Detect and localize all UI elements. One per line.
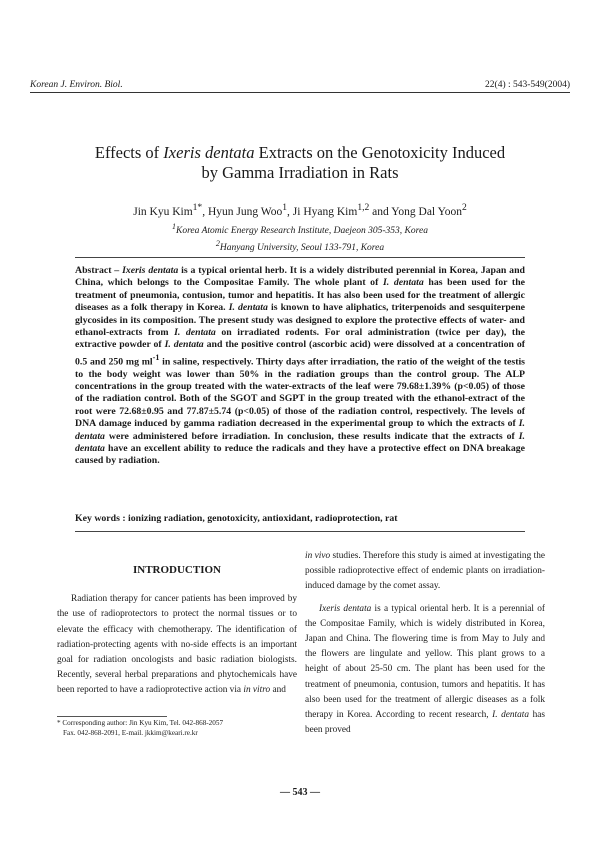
author-sup: 1,2 xyxy=(357,202,370,213)
species-name: I. dentata xyxy=(174,327,216,339)
author-name: Yong Dal Yoon xyxy=(391,205,462,218)
body-text: is a typical oriental herb. It is a perennial of the Compositae Family, which is widely distributed in Korea, Japan and China. The flowering time is from May to July and the flowers are lingulate and yellow. This plant grows to a height of about 25-50 cm. The plant has been used for the treatment of pneumonia, contusion, tumors and hepatitis. It has also been used for the treatment of allergic diseases as a folk therapy in Korea. According to recent research, xyxy=(305,603,545,721)
abstract-text: is known to have aliphatics, triterpenoids and sesquiterpene glycosides in its composition. The present study was designed to explore the protective effects of water- and ethanol-extracts from xyxy=(75,302,526,339)
species-name: I. dentata xyxy=(75,430,525,454)
abstract xyxy=(75,265,525,468)
author-name: Ji Hyang Kim xyxy=(292,205,358,218)
body-paragraph xyxy=(57,592,297,698)
journal-name: Korean J. Environ. Biol. xyxy=(30,80,123,90)
body-text: studies. Therefore this study is aimed at investigating the possible radioprotective effect of endemic plants on irradiation-induced damage by the comet assay. xyxy=(305,551,545,592)
footnote-line: Fax. 042-868-2091, E-mail. jkkim@keari.re.kr xyxy=(63,729,198,737)
species-name: I. dentata xyxy=(382,277,424,289)
author-name: Jin Kyu Kim xyxy=(133,205,193,218)
body-text: and xyxy=(270,685,286,696)
author-sup: 1* xyxy=(192,202,203,213)
body-text: Radiation therapy for cancer patients has been improved by the use of radioprotectors to protect the normal tissues or to elevate the efficacy with chemotherapy. The identification of radiation-protecting agents with no-side effects is an important goal for radiation oncologists and basic radiation biologists. Recently, several herbal preparations and phytochemicals have been reported to have a radioprotective action via xyxy=(57,594,297,696)
affiliation-2: Hanyang University, Seoul 133-791, Korea xyxy=(219,242,385,253)
body-column-right xyxy=(305,549,545,738)
affiliation-1: Korea Atomic Energy Research Institute, Daejeon 305-353, Korea xyxy=(175,226,428,237)
body-emphasis: in vitro xyxy=(243,685,271,696)
paper-title xyxy=(40,143,560,183)
footnote-rule xyxy=(57,716,167,717)
abstract-text: on irradiated rodents. For oral administration (twice per day), the extractive powder of xyxy=(75,327,525,351)
title-line1-post: Extracts on the Genotoxicity Induced xyxy=(254,143,506,162)
species-name: I. dentata xyxy=(492,710,530,721)
affiliations xyxy=(40,221,560,254)
page-number: — 543 — xyxy=(280,787,320,798)
abstract-text: have an excellent ability to reduce the radicals and they have a protective effect on DNA breakage caused by radiation. xyxy=(75,442,525,467)
affiliation-sup: 1 xyxy=(172,222,176,231)
volume-pages: 22(4) : 543-549(2004) xyxy=(485,80,570,90)
abstract-text: were administered before irradiation. In conclusion, these results indicate that the extracts of xyxy=(104,430,519,442)
body-paragraph xyxy=(305,549,545,595)
abstract-text: has been used for the treatment of pneumonia, contusion, tumor and hepatitis. It has also been used for the treatment of allergic diseases as a folk therapy in Korea. xyxy=(75,277,525,314)
author-sup: 2 xyxy=(461,202,467,213)
author-list: Jin Kyu Kim$^{1*}$, Hyun Jung Woo$^1$, Ji Hyang Kim$^{1,2}$ and Yong Dal Yoon$^2$ xyxy=(133,202,467,218)
abstract-label: Abstract – xyxy=(75,265,123,276)
title-species: Ixeris dentata xyxy=(163,143,255,162)
abstract-top-rule xyxy=(75,257,525,258)
corresponding-author-footnote xyxy=(57,718,297,738)
body-emphasis: in vivo xyxy=(305,551,331,561)
abstract-bottom-rule xyxy=(75,531,525,532)
title-line1-pre: Effects of xyxy=(94,143,164,162)
species-name: Ixeris dentata xyxy=(319,603,372,614)
section-heading-introduction: INTRODUCTION xyxy=(132,564,221,576)
species-name: I. dentata xyxy=(75,418,525,442)
species-name: I. dentata xyxy=(228,302,268,314)
abstract-text: is a typical oriental herb. It is a widely distributed perennial in Korea, Japan and China, which belongs to the Compositae Family. The whole plant of xyxy=(75,265,525,289)
body-text: has been proved xyxy=(305,710,546,736)
unit-superscript: -1 xyxy=(152,352,160,362)
affiliation-sup: 2 xyxy=(215,238,220,248)
title-line2: by Gamma Irradiation in Rats xyxy=(201,163,399,182)
species-name: I. dentata xyxy=(164,339,204,351)
author-sup: 1 xyxy=(282,202,288,213)
keywords: Key words : ionizing radiation, genotoxicity, antioxidant, radioprotection, rat xyxy=(75,513,398,524)
body-paragraph xyxy=(305,602,545,739)
abstract-text: and the positive control (ascorbic acid) were dissolved at a concentration of 0.5 and 250 mg ml xyxy=(75,339,525,368)
species-name: Ixeris dentata xyxy=(122,265,179,276)
footnote-line: * Corresponding author: Jin Kyu Kim, Tel. 042-868-2057 xyxy=(57,719,224,727)
abstract-text: in saline, respectively. Thirty days after irradiation, the ratio of the weight of the testis to the body weight was lower than 50% in the radiation groups than the control group. The ALP concentrations in the group treated with the water-extracts of the leaf were 79.68±1.39% (p<0.05) of those of the radiation control. Both of the SGOT and SGPT in the group treated with the ethanol-extract of the root were 72.68±0.95 and 77.87±5.74 (p<0.05) of those of the radiation control, respectively. The levels of DNA damage induced by gamma radiation decreased in the experimental group to which the extracts of xyxy=(75,356,525,430)
body-column-left xyxy=(57,549,297,699)
running-header xyxy=(30,80,570,93)
author-name: Hyun Jung Woo xyxy=(207,205,283,218)
